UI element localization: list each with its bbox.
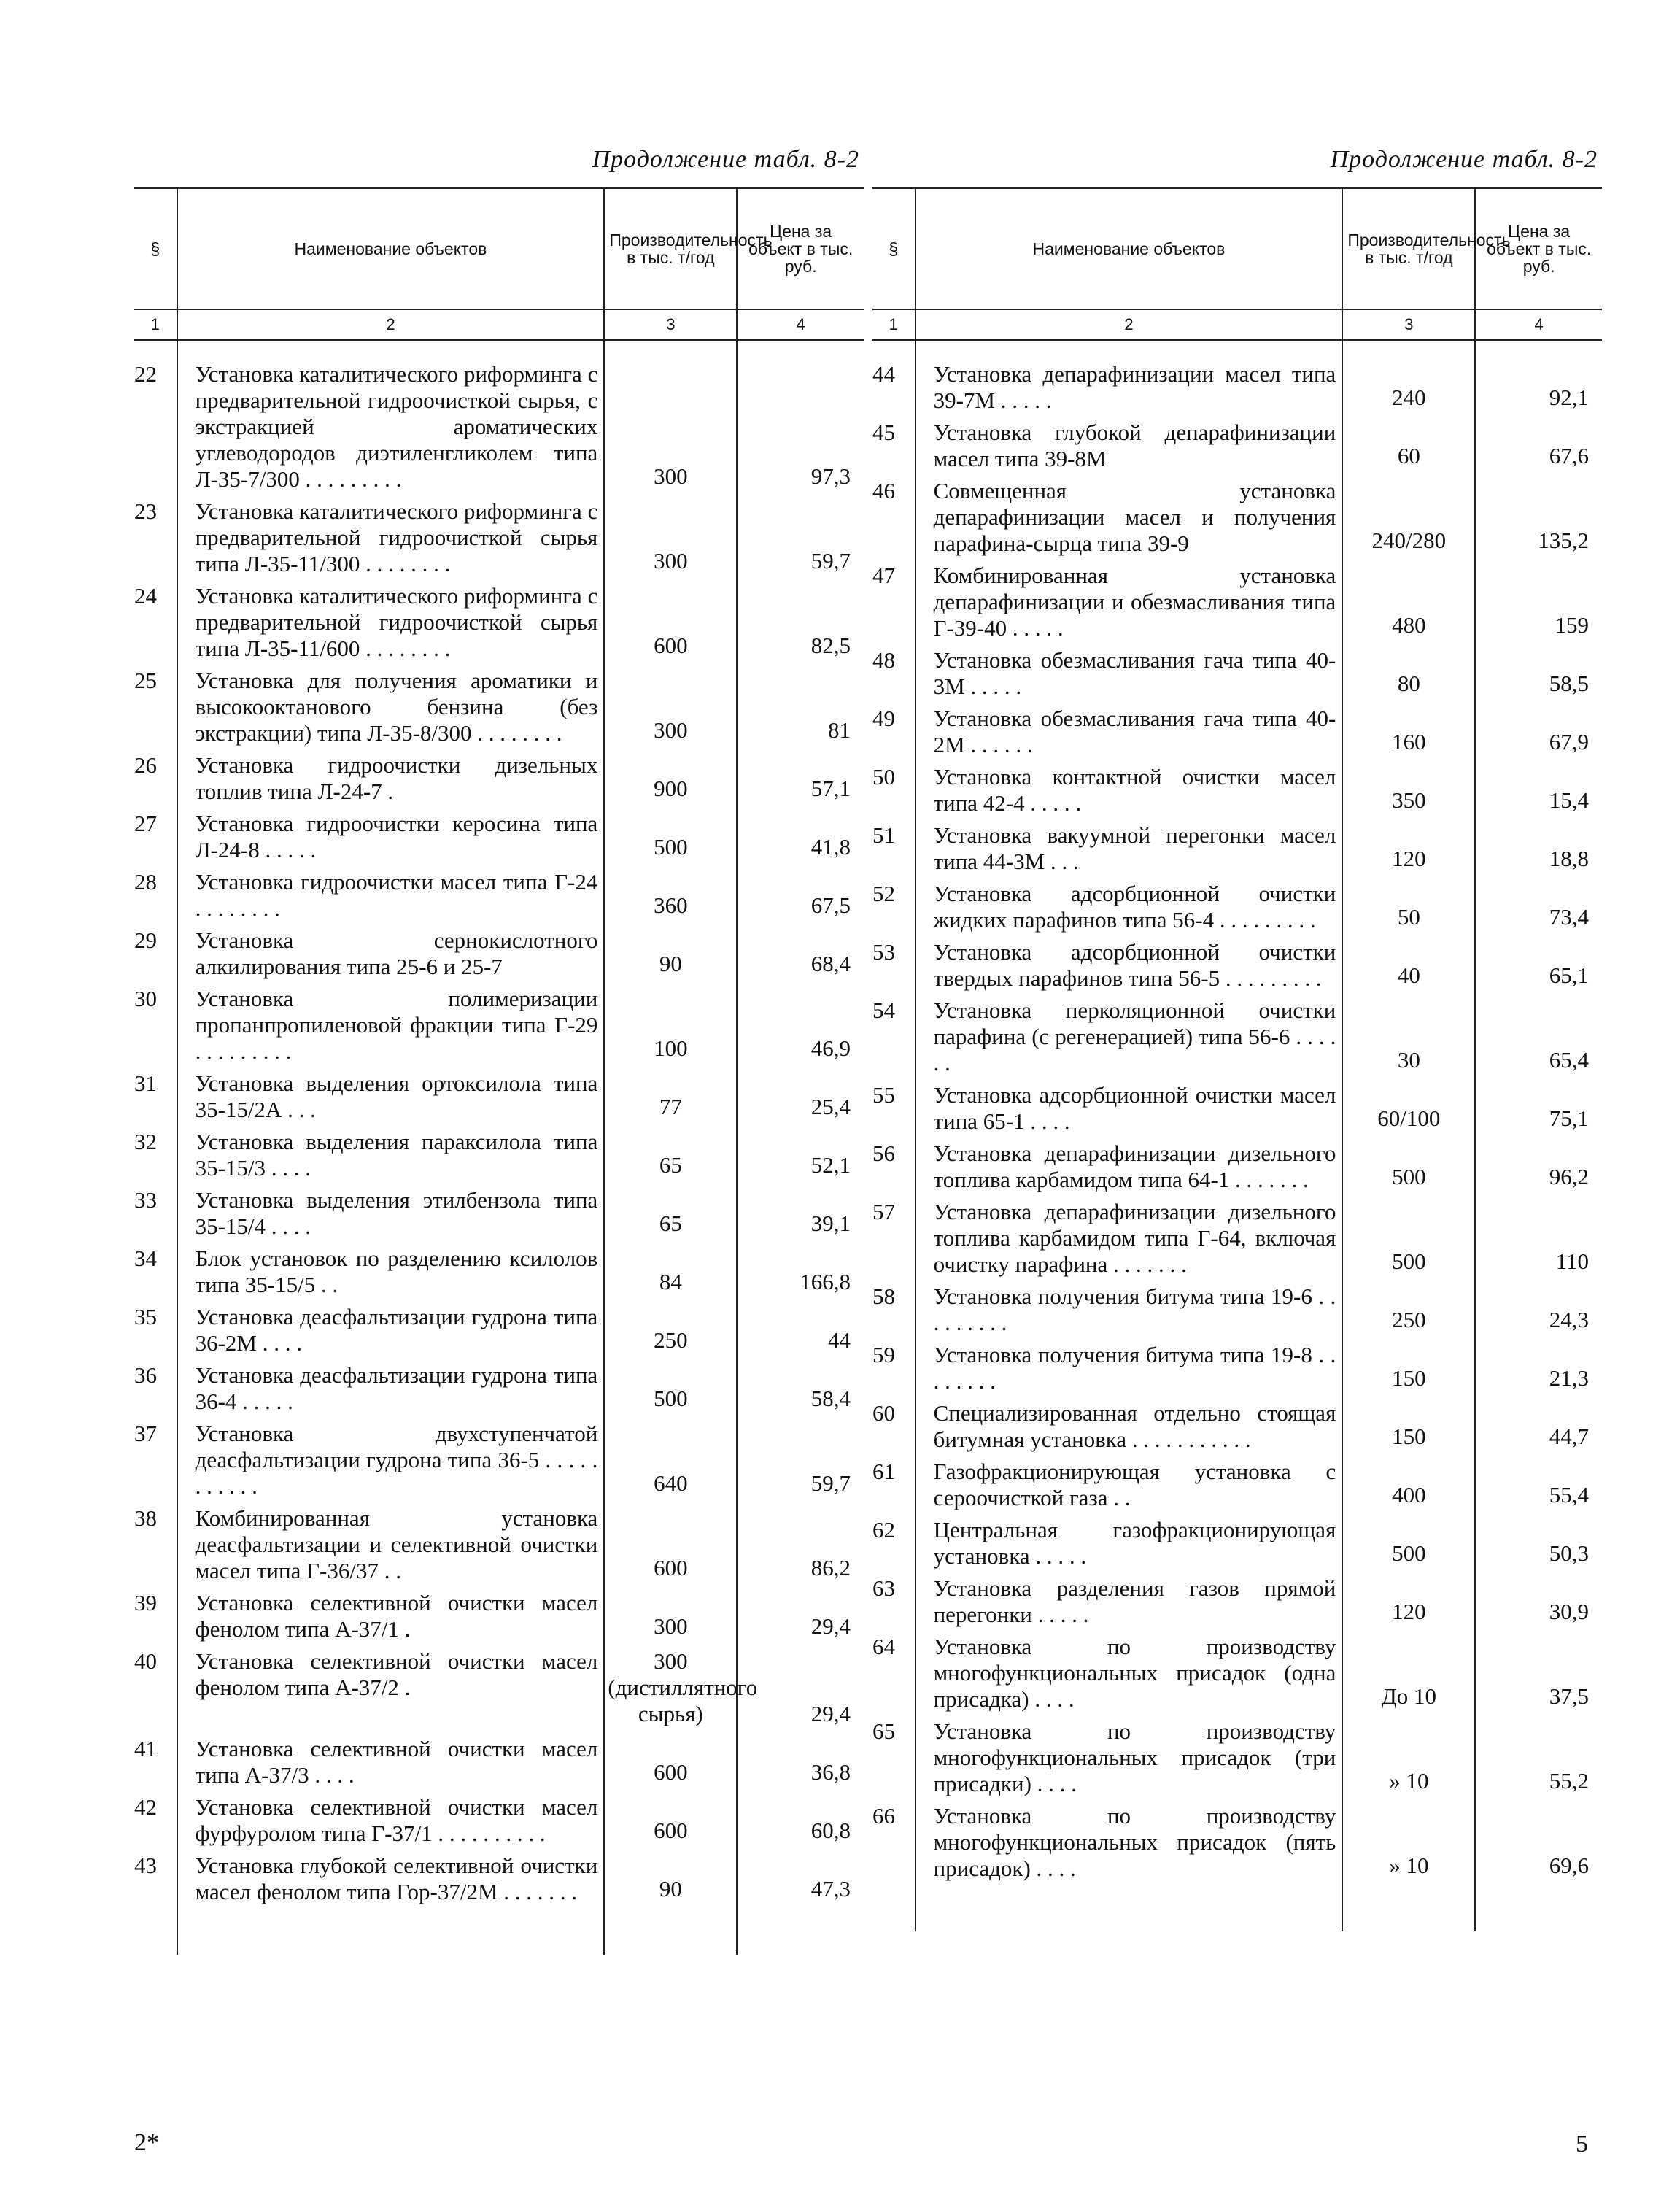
table-row [134,927,864,986]
row-number: 50 [872,764,895,789]
table-row [872,563,1602,647]
header-price: Цена за объект в тыс. руб. [1475,188,1602,310]
row-object-name: Установка гидроочистки масел типа Г-24 . . . . . . . . [177,869,605,927]
row-object-name: Установка двухступенчатой деасфальтизации гудрона типа 36-5 . . . . . . . . . . . [177,1421,605,1505]
row-price: 69,6 [1475,1803,1602,1888]
row-object-name: Установка селективной очистки масел фурфуролом типа Г-37/1 . . . . . . . . . . [177,1794,605,1853]
row-number: 61 [872,1459,895,1484]
row-capacity: 65 [604,1129,737,1187]
row-object-name: Блок установок по разделению ксилолов типа 35-15/5 . . [177,1246,605,1304]
price-table [872,187,1602,1931]
row-number: 31 [134,1070,157,1096]
row-price: 166,8 [737,1246,864,1304]
row-price: 44,7 [1475,1400,1602,1459]
row-price: 60,8 [737,1794,864,1853]
row-capacity: 60 [1342,420,1475,478]
row-object-name: Установка деасфальтизации гудрона типа 36-2М . . . . [177,1304,605,1362]
row-object-name: Установка выделения этилбензола типа 35-15/4 . . . . [177,1187,605,1246]
row-capacity: 160 [1342,706,1475,764]
row-price: 57,1 [737,752,864,811]
left-table-column [134,146,864,1955]
page-number: 5 [1576,2131,1588,2158]
row-number: 62 [872,1517,895,1542]
row-object-name: Установка для получения ароматики и высокооктанового бензина (без экстракции) типа Л-35-8/300 . . . . . . . . [177,668,605,752]
row-price: 29,4 [737,1648,864,1736]
row-capacity: 600 [604,1505,737,1590]
header-price: Цена за объект в тыс. руб. [737,188,864,310]
table-row [134,1362,864,1421]
table-row [872,1459,1602,1517]
row-capacity: 60/100 [1342,1082,1475,1140]
price-table [134,187,864,1955]
table-row [134,869,864,927]
row-capacity: 84 [604,1246,737,1304]
header-object-name: Наименование объектов [177,188,605,310]
row-capacity: 300 [604,498,737,583]
table-row [134,1187,864,1246]
row-number: 39 [134,1590,157,1615]
row-price: 86,2 [737,1505,864,1590]
table-row [134,1853,864,1911]
row-number: 59 [872,1342,895,1367]
row-price: 58,5 [1475,647,1602,706]
row-capacity: 65 [604,1187,737,1246]
row-number: 42 [134,1794,157,1820]
table-row [872,361,1602,420]
table-row [872,997,1602,1082]
row-object-name: Установка обезмасливания гача типа 40-3М . . . . . [916,647,1343,706]
row-capacity: 120 [1342,822,1475,881]
row-price: 29,4 [737,1590,864,1648]
row-object-name: Установка депарафинизации дизельного топлива карбамидом типа 64-1 . . . . . . . [916,1140,1343,1199]
row-number: 28 [134,869,157,895]
row-price: 67,9 [1475,706,1602,764]
row-capacity: 90 [604,927,737,986]
row-number: 45 [872,420,895,445]
row-capacity: 300 [604,668,737,752]
table-row [872,1718,1602,1803]
row-capacity: 600 [604,583,737,668]
table-row [872,1283,1602,1342]
row-number: 22 [134,361,157,387]
header-section: § [872,188,916,310]
row-capacity: 300 (дистиллятного сырья) [604,1648,737,1736]
table-row [872,1342,1602,1400]
row-object-name: Установка по производству многофункциональных присадок (три присадки) . . . . [916,1718,1343,1803]
row-price: 59,7 [737,1421,864,1505]
table-row [872,764,1602,822]
row-number: 49 [872,706,895,731]
row-capacity: 250 [1342,1283,1475,1342]
row-object-name: Установка перколяционной очистки парафина (с регенерацией) типа 56-6 . . . . . . [916,997,1343,1082]
row-capacity: 240/280 [1342,478,1475,563]
header-capacity: Производительность в тыс. т/год [1342,188,1475,310]
row-price: 36,8 [737,1736,864,1794]
row-number: 40 [134,1648,157,1674]
row-number: 60 [872,1400,895,1426]
row-object-name: Центральная газофракционирующая установка . . . . . [916,1517,1343,1575]
column-index: 1 [872,309,916,340]
row-price: 159 [1475,563,1602,647]
row-capacity: 80 [1342,647,1475,706]
column-index-row [872,309,1602,340]
row-capacity: » 10 [1342,1718,1475,1803]
row-price: 96,2 [1475,1140,1602,1199]
row-price: 41,8 [737,811,864,869]
left-table-body [134,361,864,1911]
row-capacity: 400 [1342,1459,1475,1517]
row-number: 48 [872,647,895,673]
column-index: 1 [134,309,177,340]
row-object-name: Установка полимеризации пропанпропиленовой фракции типа Г-29 . . . . . . . . . [177,986,605,1070]
table-header-row [872,188,1602,310]
table-row [134,1421,864,1505]
row-capacity: 250 [604,1304,737,1362]
row-number: 25 [134,668,157,693]
row-price: 110 [1475,1199,1602,1283]
table-row [134,1648,864,1736]
column-index: 4 [737,309,864,340]
row-object-name: Установка получения битума типа 19-6 . . . . . . . . . [916,1283,1343,1342]
row-price: 67,6 [1475,420,1602,478]
table-row [872,478,1602,563]
row-object-name: Установка обезмасливания гача типа 40-2М . . . . . . [916,706,1343,764]
row-number: 29 [134,927,157,953]
row-price: 65,1 [1475,939,1602,997]
row-number: 27 [134,811,157,836]
row-number: 26 [134,752,157,778]
table-row [872,822,1602,881]
row-capacity: 100 [604,986,737,1070]
row-price: 82,5 [737,583,864,668]
row-capacity: 150 [1342,1400,1475,1459]
table-row [872,1400,1602,1459]
row-number: 54 [872,997,895,1023]
table-row [134,361,864,498]
row-price: 47,3 [737,1853,864,1911]
table-header-row [134,188,864,310]
row-object-name: Установка деасфальтизации гудрона типа 36-4 . . . . . [177,1362,605,1421]
row-object-name: Установка выделения параксилола типа 35-15/3 . . . . [177,1129,605,1187]
row-capacity: 300 [604,1590,737,1648]
row-number: 36 [134,1362,157,1388]
row-price: 18,8 [1475,822,1602,881]
row-number: 64 [872,1634,895,1659]
right-table-column [872,146,1602,1931]
row-capacity: 350 [1342,764,1475,822]
row-price: 59,7 [737,498,864,583]
row-capacity: 900 [604,752,737,811]
row-object-name: Установка по производству многофункциональных присадок (одна присадка) . . . . [916,1634,1343,1718]
row-capacity: 240 [1342,361,1475,420]
table-row [872,1199,1602,1283]
table-continuation-caption: Продолжение табл. 8-2 [1330,146,1598,173]
row-object-name: Установка селективной очистки масел фенолом типа А-37/2 . [177,1648,605,1736]
row-number: 51 [872,822,895,848]
table-row [134,1736,864,1794]
row-number: 41 [134,1736,157,1761]
table-row [872,1803,1602,1888]
table-row [872,1575,1602,1634]
row-price: 92,1 [1475,361,1602,420]
row-object-name: Установка каталитического риформинга с предварительной гидроочисткой сырья типа Л-35-11/600 . . . . . . . . [177,583,605,668]
row-object-name: Установка гидроочистки керосина типа Л-24-8 . . . . . [177,811,605,869]
table-row [872,706,1602,764]
header-object-name: Наименование объектов [916,188,1343,310]
row-capacity: 500 [1342,1517,1475,1575]
row-number: 56 [872,1140,895,1166]
row-object-name: Установка глубокой депарафинизации масел типа 39-8М [916,420,1343,478]
row-price: 65,4 [1475,997,1602,1082]
table-row [872,1634,1602,1718]
table-row [134,1304,864,1362]
table-row [134,668,864,752]
row-object-name: Установка глубокой селективной очистки масел фенолом типа Гор-37/2М . . . . . . . [177,1853,605,1911]
table-row [134,1246,864,1304]
row-price: 30,9 [1475,1575,1602,1634]
table-continuation-caption: Продолжение табл. 8-2 [592,146,859,173]
row-price: 37,5 [1475,1634,1602,1718]
row-price: 97,3 [737,361,864,498]
row-number: 33 [134,1187,157,1213]
row-capacity: » 10 [1342,1803,1475,1888]
table-row [134,1505,864,1590]
row-number: 65 [872,1718,895,1744]
row-price: 21,3 [1475,1342,1602,1400]
row-object-name: Установка селективной очистки масел типа А-37/3 . . . . [177,1736,605,1794]
row-price: 58,4 [737,1362,864,1421]
row-price: 81 [737,668,864,752]
table-row [872,1517,1602,1575]
row-number: 24 [134,583,157,609]
row-object-name: Установка селективной очистки масел фенолом типа А-37/1 . [177,1590,605,1648]
table-row [872,939,1602,997]
row-capacity: 500 [1342,1140,1475,1199]
row-number: 63 [872,1575,895,1601]
row-object-name: Газофракционирующая установка с сероочисткой газа . . [916,1459,1343,1517]
row-price: 46,9 [737,986,864,1070]
row-capacity: 120 [1342,1575,1475,1634]
row-number: 52 [872,881,895,906]
row-capacity: 50 [1342,881,1475,939]
row-capacity: 600 [604,1736,737,1794]
row-price: 15,4 [1475,764,1602,822]
row-price: 73,4 [1475,881,1602,939]
row-price: 135,2 [1475,478,1602,563]
row-capacity: 600 [604,1794,737,1853]
row-capacity: 30 [1342,997,1475,1082]
table-row [134,811,864,869]
row-object-name: Установка контактной очистки масел типа 42-4 . . . . . [916,764,1343,822]
row-number: 47 [872,563,895,588]
row-object-name: Комбинированная установка депарафинизации и обезмасливания типа Г-39-40 . . . . . [916,563,1343,647]
row-capacity: 500 [604,1362,737,1421]
row-capacity: 500 [604,811,737,869]
row-capacity: 150 [1342,1342,1475,1400]
row-price: 75,1 [1475,1082,1602,1140]
row-price: 44 [737,1304,864,1362]
row-object-name: Установка адсорбционной очистки масел типа 65-1 . . . . [916,1082,1343,1140]
table-row [872,647,1602,706]
row-object-name: Установка адсорбционной очистки твердых парафинов типа 56-5 . . . . . . . . . [916,939,1343,997]
row-object-name: Установка депарафинизации дизельного топлива карбамидом типа Г-64, включая очистку парафина . . . . . . . [916,1199,1343,1283]
table-row [872,420,1602,478]
row-number: 66 [872,1803,895,1829]
row-price: 52,1 [737,1129,864,1187]
table-row [134,498,864,583]
row-number: 30 [134,986,157,1011]
row-number: 57 [872,1199,895,1224]
row-price: 24,3 [1475,1283,1602,1342]
row-object-name: Установка адсорбционной очистки жидких парафинов типа 56-4 . . . . . . . . . [916,881,1343,939]
row-object-name: Комбинированная установка деасфальтизации и селективной очистки масел типа Г-36/37 . . [177,1505,605,1590]
row-object-name: Установка гидроочистки дизельных топлив типа Л-24-7 . [177,752,605,811]
row-object-name: Установка каталитического риформинга с предварительной гидроочисткой сырья типа Л-35-11/300 . . . . . . . . [177,498,605,583]
row-capacity: До 10 [1342,1634,1475,1718]
row-capacity: 360 [604,869,737,927]
row-object-name: Установка по производству многофункциональных присадок (пять присадок) . . . . [916,1803,1343,1888]
row-object-name: Установка каталитического риформинга с предварительной гидроочисткой сырья, с экстракцией ароматических углеводородов диэтиленгликолем типа Л-35-7/300 . . . . . . . . . [177,361,605,498]
row-price: 67,5 [737,869,864,927]
row-object-name: Совмещенная установка депарафинизации масел и получения парафина-сырца типа 39-9 [916,478,1343,563]
table-row [872,1140,1602,1199]
row-number: 53 [872,939,895,965]
row-capacity: 77 [604,1070,737,1129]
table-row [134,1070,864,1129]
row-number: 34 [134,1246,157,1271]
row-capacity: 640 [604,1421,737,1505]
table-row [134,1590,864,1648]
table-row [872,881,1602,939]
row-price: 55,2 [1475,1718,1602,1803]
column-index-row [134,309,864,340]
right-table-body [872,361,1602,1888]
row-object-name: Установка вакуумной перегонки масел типа 44-3М . . . [916,822,1343,881]
row-object-name: Установка депарафинизации масел типа 39-7М . . . . . [916,361,1343,420]
row-capacity: 40 [1342,939,1475,997]
row-capacity: 500 [1342,1199,1475,1283]
header-section: § [134,188,177,310]
column-index: 3 [604,309,737,340]
row-number: 46 [872,478,895,503]
row-number: 58 [872,1283,895,1309]
row-number: 32 [134,1129,157,1154]
row-number: 38 [134,1505,157,1531]
table-row [134,1129,864,1187]
row-capacity: 90 [604,1853,737,1911]
row-object-name: Установка выделения ортоксилола типа 35-15/2А . . . [177,1070,605,1129]
row-object-name: Установка получения битума типа 19-8 . . . . . . . . [916,1342,1343,1400]
row-number: 23 [134,498,157,524]
table-row [134,583,864,668]
table-row [134,752,864,811]
table-row [134,986,864,1070]
table-row [134,1794,864,1853]
column-index: 2 [916,309,1343,340]
row-number: 35 [134,1304,157,1329]
row-price: 25,4 [737,1070,864,1129]
row-price: 39,1 [737,1187,864,1246]
column-index: 4 [1475,309,1602,340]
row-number: 44 [872,361,895,387]
row-price: 50,3 [1475,1517,1602,1575]
row-price: 68,4 [737,927,864,986]
row-object-name: Специализированная отдельно стоящая битумная установка . . . . . . . . . . . [916,1400,1343,1459]
row-object-name: Установка сернокислотного алкилирования типа 25-6 и 25-7 [177,927,605,986]
row-number: 37 [134,1421,157,1446]
row-capacity: 480 [1342,563,1475,647]
row-capacity: 300 [604,361,737,498]
row-object-name: Установка разделения газов прямой перегонки . . . . . [916,1575,1343,1634]
signature-mark: 2* [134,2129,159,2156]
row-number: 55 [872,1082,895,1108]
column-index: 2 [177,309,605,340]
column-index: 3 [1342,309,1475,340]
row-price: 55,4 [1475,1459,1602,1517]
table-row [872,1082,1602,1140]
header-capacity: Производительность в тыс. т/год [604,188,737,310]
row-number: 43 [134,1853,157,1878]
